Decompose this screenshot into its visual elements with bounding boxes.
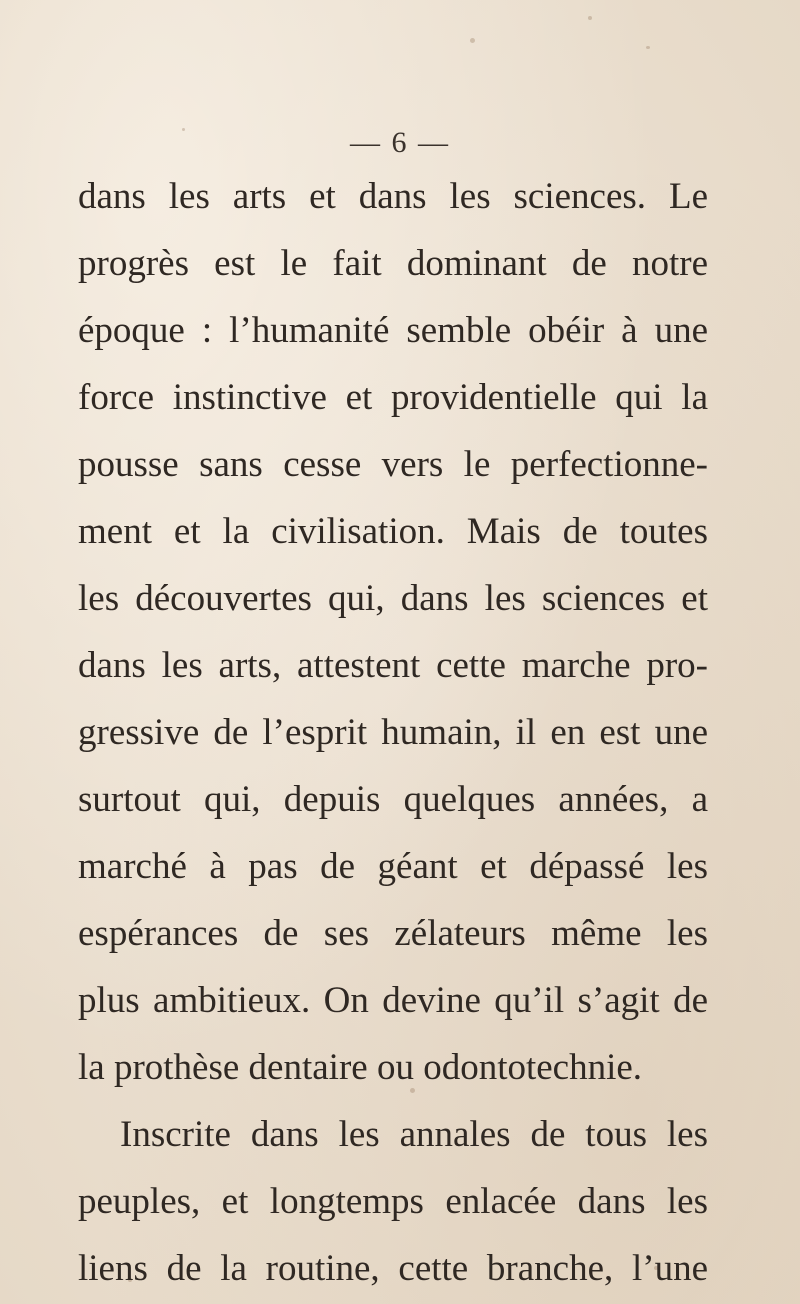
paper-speck — [646, 46, 650, 49]
text-line: époque : l’humanité semble obéir à une — [78, 310, 708, 351]
text-line: dans les arts, attestent cette marche pro- — [78, 645, 708, 686]
page-number: — 6 — — [350, 126, 450, 159]
text-line: espérances de ses zélateurs même les — [78, 913, 708, 954]
body-text — [78, 172, 708, 1304]
paper-speck — [588, 16, 592, 20]
text-line: plus ambitieux. On devine qu’il s’agit de — [78, 980, 708, 1021]
text-line: gressive de l’esprit humain, il en est une — [78, 712, 708, 753]
paper-speck — [470, 38, 475, 43]
text-line: force instinctive et providentielle qui la — [78, 377, 708, 418]
text-line: Inscrite dans les annales de tous les — [120, 1114, 708, 1155]
text-line: dans les arts et dans les sciences. Le — [78, 176, 708, 217]
text-line: progrès est le fait dominant de notre — [78, 243, 708, 284]
text-line: les découvertes qui, dans les sciences et — [78, 578, 708, 619]
text-line: peuples, et longtemps enlacée dans les — [78, 1181, 708, 1222]
text-line: surtout qui, depuis quelques années, a — [78, 779, 708, 820]
text-line: pousse sans cesse vers le perfectionne- — [78, 444, 708, 485]
text-line: liens de la routine, cette branche, l’une — [78, 1248, 708, 1289]
text-line: la prothèse dentaire ou odontotechnie. — [78, 1047, 643, 1088]
text-line: marché à pas de géant et dépassé les — [78, 846, 708, 887]
text-line: ment et la civilisation. Mais de toutes — [78, 511, 708, 552]
